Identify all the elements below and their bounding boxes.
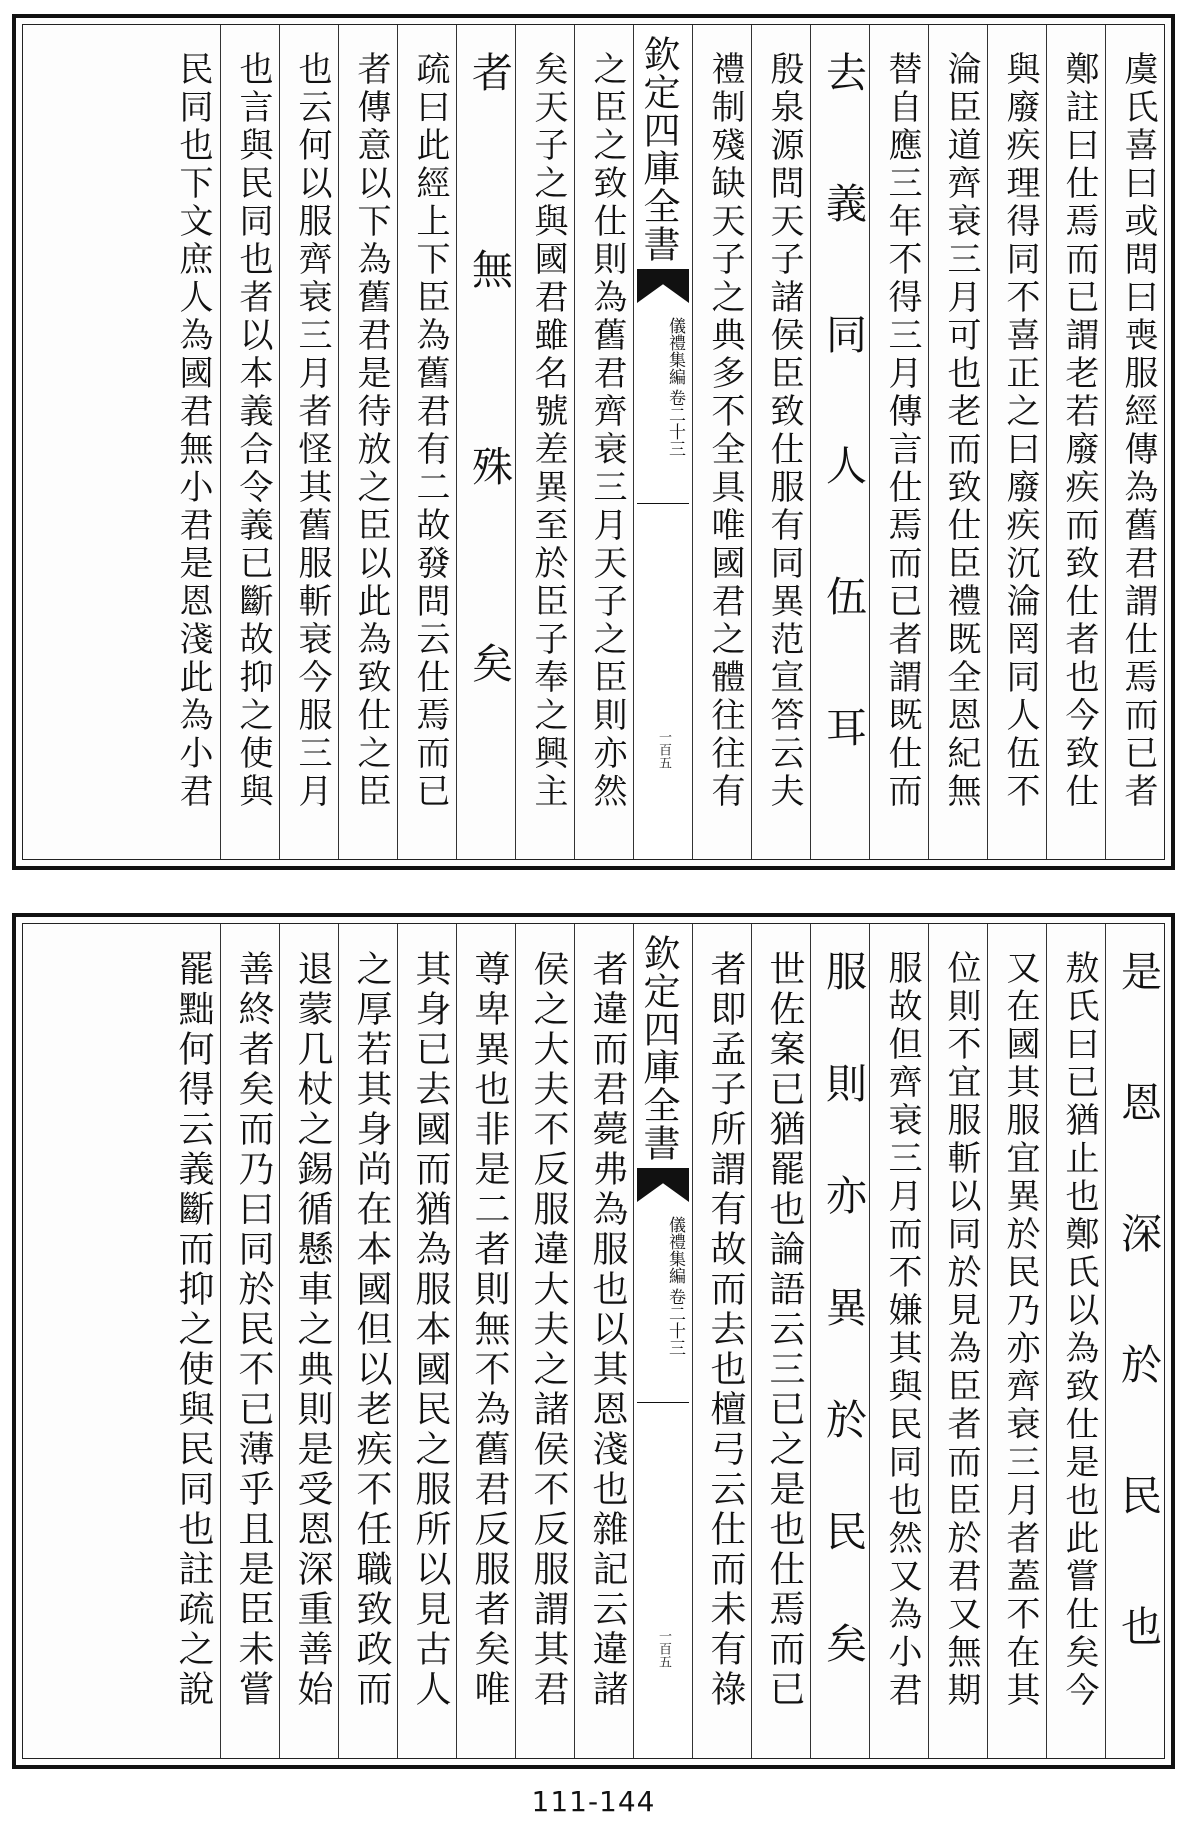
column-text: 者即孟子所謂有故而去也檀弓云仕而未有祿 bbox=[705, 950, 746, 1710]
text-column bbox=[456, 924, 515, 1758]
column-text: 是恩深於民也 bbox=[1114, 950, 1162, 1736]
column-text: 疏曰此經上下臣為舊君有二故發問云仕焉而已 bbox=[410, 51, 450, 811]
text-column bbox=[574, 924, 633, 1758]
text-column bbox=[574, 25, 633, 859]
fishtail-mark-bottom bbox=[637, 1402, 689, 1419]
column-text: 尊卑異也非是二者則無不為舊君反服者矣唯 bbox=[469, 950, 510, 1710]
book-name: 儀禮集編 bbox=[665, 1216, 685, 1284]
column-text: 淪臣道齊衰三月可也老而致仕臣禮既全恩紀無 bbox=[941, 51, 981, 811]
text-column bbox=[1046, 924, 1105, 1758]
column-text: 者無殊矣 bbox=[465, 51, 513, 839]
column-text: 殷泉源問天子諸侯臣致仕服有同異范宣答云夫 bbox=[764, 51, 804, 811]
column-text: 服則亦異於民矣 bbox=[819, 950, 867, 1734]
text-column bbox=[928, 25, 987, 859]
column-text: 其身已去國而猶為服本國民之服所以見古人 bbox=[410, 950, 451, 1710]
text-column bbox=[692, 924, 751, 1758]
text-column bbox=[987, 25, 1046, 859]
column-text: 之臣之致仕則為舊君齊衰三月天子之臣則亦然 bbox=[587, 51, 627, 811]
column-text: 服故但齊衰三月而不嫌其與民同也然又為小君 bbox=[882, 950, 922, 1710]
column-text: 世佐案已猶罷也論語云三已之是也仕焉而已 bbox=[764, 950, 805, 1710]
column-text: 又在國其服宜異於民乃亦齊衰三月者蓋不在其 bbox=[1000, 950, 1040, 1710]
column-text: 侯之大夫不反服違大夫之諸侯不反服謂其君 bbox=[528, 950, 569, 1710]
column-text: 者傳意以下為舊君是待放之臣以此為致仕之臣 bbox=[351, 51, 391, 811]
column-text: 鄭註曰仕焉而已謂老若廢疾而致仕者也今致仕 bbox=[1059, 51, 1099, 811]
column-text: 民同也下文庶人為國君無小君是恩淺此為小君 bbox=[173, 51, 213, 811]
juan-number: 卷二十三 bbox=[665, 1288, 685, 1356]
text-column bbox=[515, 924, 574, 1758]
text-column bbox=[456, 25, 515, 859]
text-column bbox=[928, 924, 987, 1758]
text-column bbox=[397, 25, 456, 859]
column-text: 之厚若其身尚在本國但以老疾不任職致政而 bbox=[351, 950, 392, 1710]
book-title: 欽定四庫全書 bbox=[637, 934, 680, 1162]
top-page bbox=[12, 14, 1175, 870]
column-text: 也云何以服齊衰三月者怪其舊服斬衰今服三月 bbox=[292, 51, 332, 811]
book-title: 欽定四庫全書 bbox=[637, 35, 680, 263]
text-column bbox=[869, 25, 928, 859]
bottom-page bbox=[12, 913, 1175, 1769]
column-text: 替自應三年不得三月傳言仕焉而已者謂既仕而 bbox=[882, 51, 922, 811]
text-column bbox=[751, 924, 810, 1758]
fishtail-mark-bottom bbox=[637, 503, 689, 520]
column-text: 矣天子之與國君雖名號差異至於臣子奉之興主 bbox=[528, 51, 568, 811]
bottom-page-frame bbox=[22, 923, 1165, 1759]
text-column bbox=[1105, 25, 1164, 859]
text-column bbox=[987, 924, 1046, 1758]
column-text: 退蒙几杖之錫循懸車之典則是受恩深重善始 bbox=[292, 950, 333, 1710]
top-page-frame bbox=[22, 24, 1165, 860]
folio-number: 一百五 bbox=[656, 730, 671, 769]
top-page-columns bbox=[23, 25, 1164, 859]
fishtail-mark bbox=[637, 269, 689, 303]
text-column bbox=[1046, 25, 1105, 859]
text-column bbox=[220, 25, 279, 859]
book-name: 儀禮集編 bbox=[665, 317, 685, 385]
column-text: 善終者矣而乃曰同於民不已薄乎且是臣未嘗 bbox=[233, 950, 274, 1710]
text-column bbox=[279, 924, 338, 1758]
volume-label bbox=[641, 317, 685, 457]
center-fold-column bbox=[633, 924, 692, 1758]
text-column bbox=[1105, 924, 1164, 1758]
text-column bbox=[338, 25, 397, 859]
column-text: 罷黜何得云義斷而抑之使與民同也註疏之說 bbox=[173, 950, 214, 1710]
fishtail-mark bbox=[637, 1168, 689, 1202]
text-column bbox=[869, 924, 928, 1758]
text-column bbox=[751, 25, 810, 859]
column-text: 禮制殘缺天子之典多不全具唯國君之體往往有 bbox=[705, 51, 745, 811]
text-column bbox=[515, 25, 574, 859]
text-column bbox=[220, 924, 279, 1758]
column-text: 位則不宜服斬以同於見為臣者而臣於君又無期 bbox=[941, 950, 981, 1710]
text-column bbox=[338, 924, 397, 1758]
text-column bbox=[692, 25, 751, 859]
text-column bbox=[279, 25, 338, 859]
column-text: 去義同人伍耳 bbox=[819, 51, 867, 837]
column-text: 虞氏喜曰或問曰喪服經傳為舊君謂仕焉而已者 bbox=[1118, 51, 1158, 811]
text-column bbox=[161, 25, 220, 859]
text-column bbox=[161, 924, 220, 1758]
column-text: 也言與民同也者以本義合令義已斷故抑之使與 bbox=[233, 51, 273, 811]
juan-number: 卷二十三 bbox=[665, 389, 685, 457]
column-text: 與廢疾理得同不喜正之曰廢疾沉淪罔同人伍不 bbox=[1000, 51, 1040, 811]
folio-number: 一百五 bbox=[656, 1629, 671, 1668]
text-column bbox=[810, 25, 869, 859]
column-text: 者違而君薨弗為服也以其恩淺也雜記云違諸 bbox=[587, 950, 628, 1710]
column-text: 敖氏曰已猶止也鄭氏以為致仕是也此嘗仕矣今 bbox=[1059, 950, 1099, 1710]
text-column bbox=[810, 924, 869, 1758]
page-number: 111-144 bbox=[531, 1785, 656, 1818]
text-column bbox=[397, 924, 456, 1758]
volume-label bbox=[641, 1216, 685, 1356]
center-fold-column bbox=[633, 25, 692, 859]
bottom-page-columns bbox=[23, 924, 1164, 1758]
